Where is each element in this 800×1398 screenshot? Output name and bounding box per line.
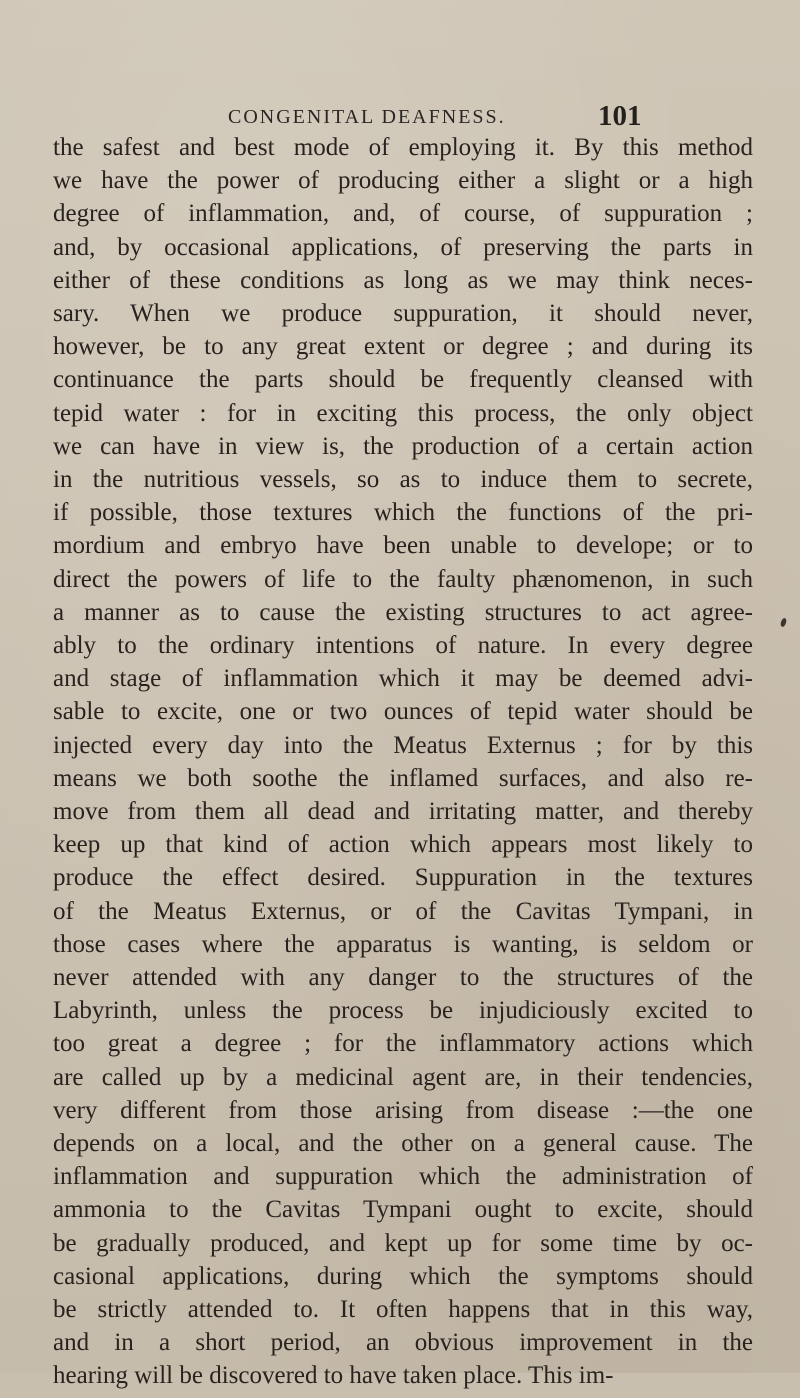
text-line: ammonia to the Cavitas Tympani ought to excite, should [53, 1196, 753, 1224]
text-line: degree of inflammation, and, of course, of suppuration ; [53, 200, 753, 228]
text-line: too great a degree ; for the inflammatory actions which [53, 1030, 753, 1058]
text-line: direct the powers of life to the faulty phænomenon, in such [53, 565, 753, 593]
text-line: either of these conditions as long as we may think neces- [53, 266, 753, 294]
text-line: inflammation and suppuration which the administration of [53, 1163, 753, 1191]
text-line: of the Meatus Externus, or of the Cavitas Tympani, in [53, 897, 753, 925]
text-line: and stage of inflammation which it may be deemed advi- [53, 665, 753, 693]
text-line: very different from those arising from disease :—the one [53, 1096, 753, 1124]
text-line: never attended with any danger to the structures of the [53, 964, 753, 991]
text-line: be gradually produced, and kept up for some time by oc- [53, 1229, 753, 1257]
text-line: and in a short period, an obvious improvement in the [53, 1329, 753, 1357]
text-line: in the nutritious vessels, so as to induce them to secrete, [53, 466, 753, 493]
text-line: injected every day into the Meatus Externus ; for by this [53, 731, 753, 759]
text-line: means we both soothe the inflamed surfaces, and also re- [53, 764, 753, 792]
text-line: produce the effect desired. Suppuration in the textures [53, 864, 753, 892]
text-line: mordium and embryo have been unable to develope; or to [53, 532, 753, 560]
text-line: the safest and best mode of employing it. By this method [53, 134, 753, 161]
running-title: CONGENITAL DEAFNESS. [228, 106, 506, 128]
text-line: continuance the parts should be frequently cleansed with [53, 366, 753, 394]
text-line: tepid water : for in exciting this process, the only object [53, 399, 753, 427]
text-line: depends on a local, and the other on a general cause. The [53, 1130, 753, 1157]
text-line: if possible, those textures which the functions of the pri- [53, 499, 753, 527]
text-line: a manner as to cause the existing structures to act agree- [53, 598, 753, 626]
text-line: we have the power of producing either a slight or a high [53, 167, 753, 195]
text-line: casional applications, during which the symptoms should [53, 1262, 753, 1290]
text-line: and, by occasional applications, of preserving the parts in [53, 233, 753, 261]
text-line: sary. When we produce suppuration, it should never, [53, 300, 753, 327]
text-line: are called up by a medicinal agent are, in their tendencies, [53, 1063, 753, 1091]
text-line: those cases where the apparatus is wanting, is seldom or [53, 930, 753, 958]
running-head [0, 100, 800, 136]
text-line: ably to the ordinary intentions of nature. In every degree [53, 632, 753, 659]
text-line: we can have in view is, the production of a certain action [53, 432, 753, 460]
text-line: be strictly attended to. It often happens that in this way, [53, 1296, 753, 1323]
text-line: keep up that kind of action which appears most likely to [53, 831, 753, 859]
page-number: 101 [598, 100, 642, 132]
text-line: sable to excite, one or two ounces of tepid water should be [53, 698, 753, 726]
ink-speck [780, 617, 788, 627]
text-line: move from them all dead and irritating matter, and thereby [53, 798, 753, 825]
text-line: however, be to any great extent or degree ; and during its [53, 333, 753, 361]
text-line: hearing will be discovered to have taken place. This im- [53, 1362, 614, 1390]
text-line: Labyrinth, unless the process be injudiciously excited to [53, 997, 753, 1025]
